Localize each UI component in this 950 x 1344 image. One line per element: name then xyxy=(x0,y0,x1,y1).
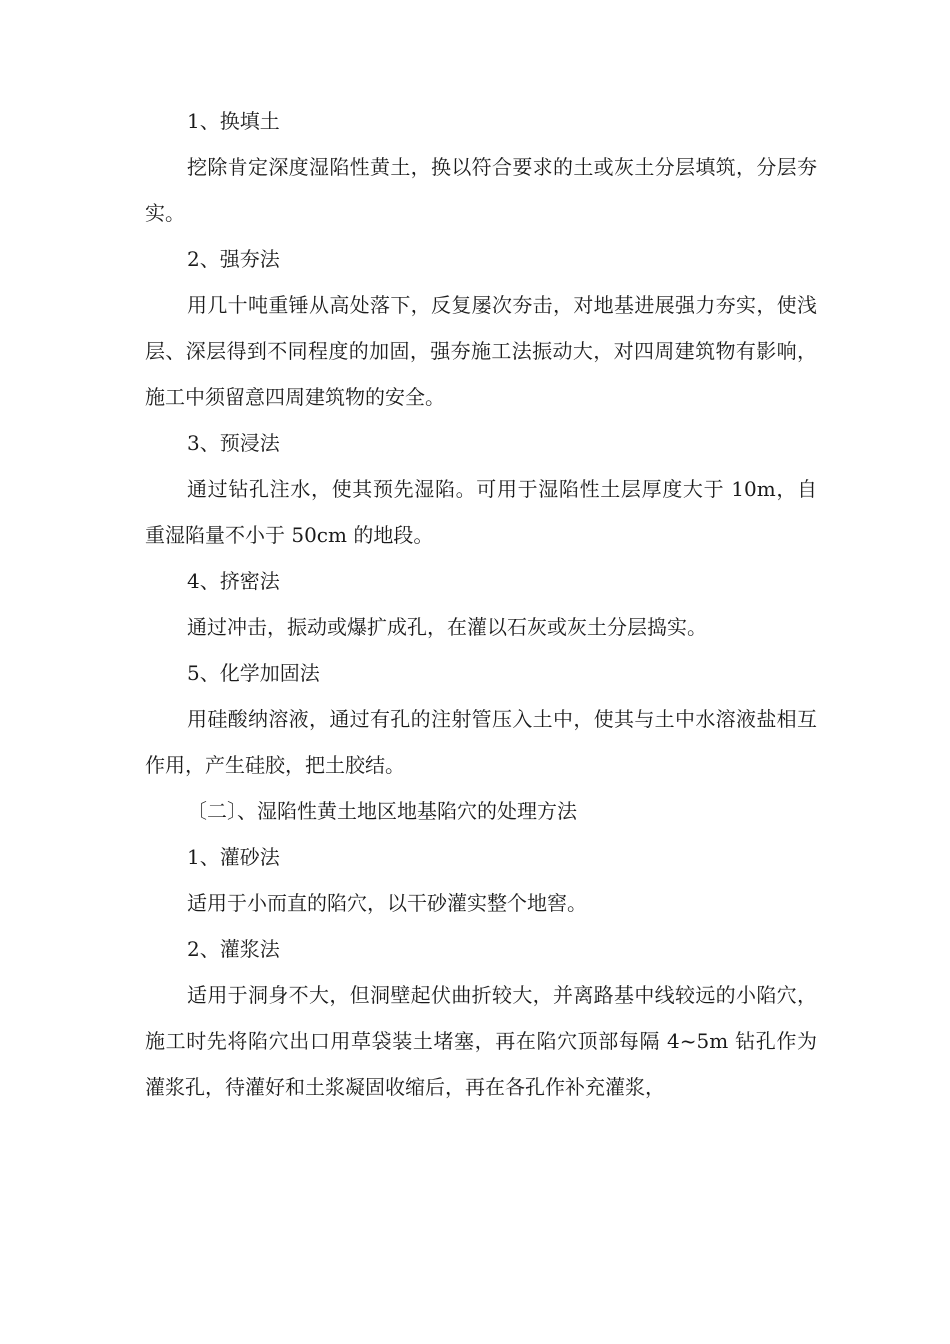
section-heading: 1、灌砂法 xyxy=(187,845,280,869)
body-paragraph: 通过冲击，振动或爆扩成孔，在灌以石灰或灰土分层捣实。 xyxy=(187,615,707,639)
section-heading: 1、换填土 xyxy=(187,109,280,133)
body-paragraph: 通过钻孔注水，使其预先湿陷。可用于湿陷性土层厚度大于 10m，自重湿陷量不小于 50cm 的地段。 xyxy=(145,477,817,547)
document-body xyxy=(145,98,817,1110)
body-paragraph: 适用于洞身不大，但洞壁起伏曲折较大，并离路基中线较远的小陷穴，施工时先将陷穴出口用草袋装土堵塞，再在陷穴顶部每隔 4~5m 钻孔作为灌浆孔，待灌好和土浆凝固收缩后，再在各孔作补充灌浆， xyxy=(145,983,817,1099)
body-paragraph: 适用于小而直的陷穴，以干砂灌实整个地窖。 xyxy=(187,891,587,915)
section-heading: 2、灌浆法 xyxy=(187,937,280,961)
section-heading: 3、预浸法 xyxy=(187,431,280,455)
body-paragraph: 用几十吨重锤从高处落下，反复屡次夯击，对地基进展强力夯实，使浅层、深层得到不同程度的加固，强夯施工法振动大，对四周建筑物有影响，施工中须留意四周建筑物的安全。 xyxy=(145,293,817,409)
chapter-heading: 〔二〕、湿陷性黄土地区地基陷穴的处理方法 xyxy=(187,799,577,823)
body-paragraph: 用硅酸纳溶液，通过有孔的注射管压入土中，使其与土中水溶液盐相互作用，产生硅胶，把土胶结。 xyxy=(145,707,817,777)
section-heading: 2、强夯法 xyxy=(187,247,280,271)
section-heading: 5、化学加固法 xyxy=(187,661,320,685)
body-paragraph: 挖除肯定深度湿陷性黄土，换以符合要求的土或灰土分层填筑，分层夯实。 xyxy=(145,155,817,225)
section-heading: 4、挤密法 xyxy=(187,569,280,593)
